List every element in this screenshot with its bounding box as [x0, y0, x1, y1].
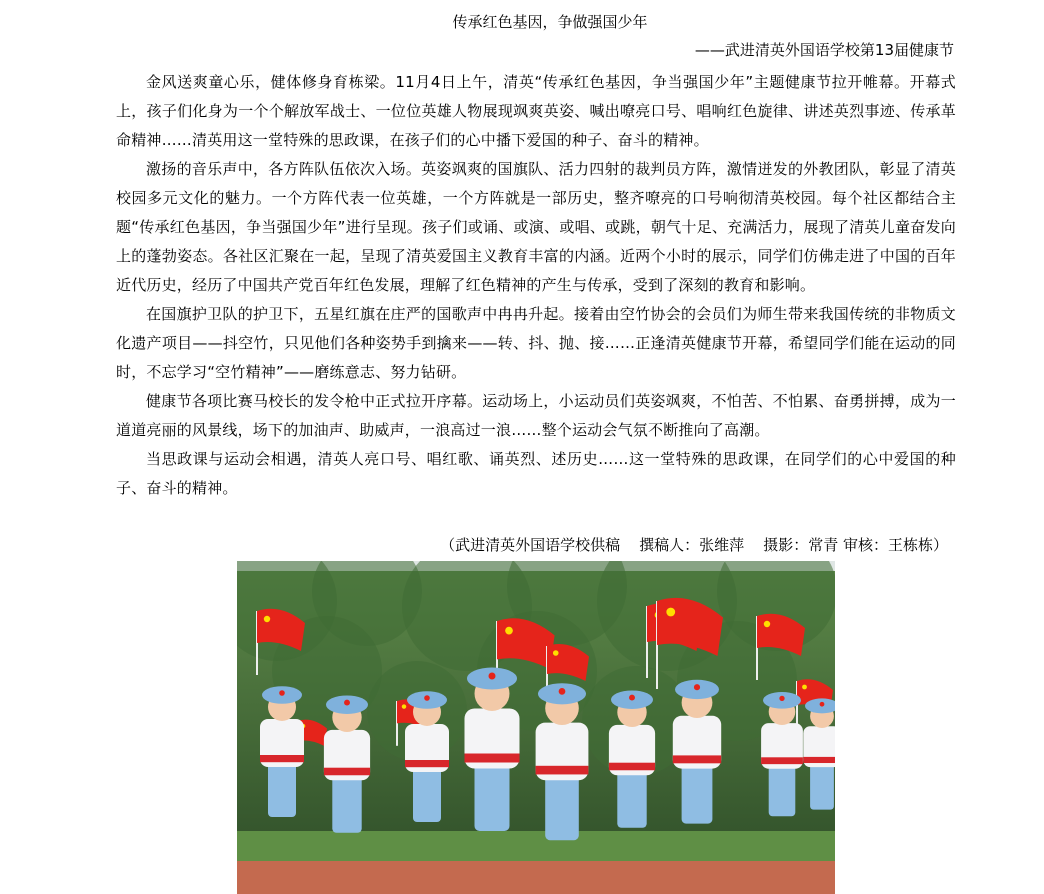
flag-star [264, 616, 270, 622]
running-track [237, 861, 835, 894]
flag-star [666, 608, 675, 617]
flag-star [402, 704, 406, 708]
child-sash [536, 766, 589, 775]
child-pants [769, 763, 796, 816]
cap-star [489, 673, 496, 680]
cap-star [279, 690, 285, 696]
paragraph: 在国旗护卫队的护卫下，五星红旗在庄严的国歌声中冉冉升起。接着由空竹协会的会员们为师生带来我国传统的非物质文化遗产项目——抖空竹，只见他们各种姿势手到擒来——转、抖、抛、接……正逢清英健康节开幕，希望同学们能在运动的同时，不忘学习“空竹精神”——磨练意志、努力钻研。 [116, 305, 956, 381]
article-subtitle: ——武进清英外国语学校第13届健康节 [694, 41, 954, 59]
child-sash [609, 763, 655, 771]
child-pants [810, 762, 834, 810]
paragraph: 金风送爽童心乐，健体修身育栋梁。11月4日上午，清英“传承红色基因，争当强国少年”主题健康节拉开帷幕。开幕式上，孩子们化身为一个个解放军战士、一位位英雄人物展现飒爽英姿、喊出嘹亮口号、唱响红色旋律、讲述英烈事迹、传承革命精神……清英用这一堂特殊的思政课，在孩子们的心中播下爱国的种子、奋斗的精神。 [116, 73, 956, 149]
article-body [116, 68, 956, 503]
article-title: 传承红色基因，争做强国少年 [452, 13, 648, 31]
child-pants [413, 766, 441, 822]
child-sash [803, 757, 835, 763]
cap-star [820, 702, 825, 707]
child-sash [324, 768, 370, 776]
flag-star [802, 685, 807, 690]
paragraph: 激扬的音乐声中，各方阵队伍依次入场。英姿飒爽的国旗队、活力四射的裁判员方阵，激情迸发的外教团队，彰显了清英校园多元文化的魅力。一个方阵代表一位英雄，一个方阵就是一部历史，整齐嘹亮的口号响彻清英校园。每个社区都结合主题“传承红色基因，争当强国少年”进行呈现。孩子们或诵、或演、或唱、或跳，朝气十足、充满活力，展现了清英儿童奋发向上的蓬勃姿态。各社区汇聚在一起，呈现了清英爱国主义教育丰富的内涵。近两个小时的展示，同学们仿佛走进了中国的百年近代历史，经历了中国共产党百年红色发展，理解了红色精神的产生与传承，受到了深刻的教育和影响。 [116, 160, 956, 294]
flag-star [764, 621, 770, 627]
cap-star [344, 700, 350, 706]
children-parade-photo [237, 561, 835, 894]
child-pants [475, 761, 510, 831]
paragraph: 健康节各项比赛马校长的发令枪中正式拉开序幕。运动场上，小运动员们英姿飒爽，不怕苦、不怕累、奋勇拼搏，成为一道道亮丽的风景线，场下的加油声、助威声，一浪高过一浪……整个运动会气氛不断推向了高潮。 [116, 392, 956, 439]
flag-star [553, 650, 559, 656]
child-sash [260, 755, 304, 762]
child-sash [405, 760, 449, 767]
child-pants [332, 774, 361, 833]
paragraph: 当思政课与运动会相遇，清英人亮口号、唱红歌、诵英烈、述历史……这一堂特殊的思政课，在同学们的心中爱国的种子、奋斗的精神。 [116, 450, 956, 497]
cap-star [629, 695, 635, 701]
child-sash [761, 757, 803, 764]
photo-illustration [237, 561, 835, 894]
cap-star [424, 695, 430, 701]
flag-star [505, 627, 513, 635]
child-pants [617, 769, 646, 828]
child-sash [673, 755, 721, 763]
cap-star [779, 696, 784, 701]
cap-star [694, 684, 700, 690]
article-credits: （武进清英外国语学校供稿 撰稿人：张维萍 摄影：常青 审核：王栋栋） [440, 536, 948, 554]
child-sash [465, 754, 520, 763]
child-pants [682, 762, 713, 824]
child-pants [268, 761, 296, 817]
child-pants [545, 773, 579, 840]
cap-star [559, 688, 566, 695]
